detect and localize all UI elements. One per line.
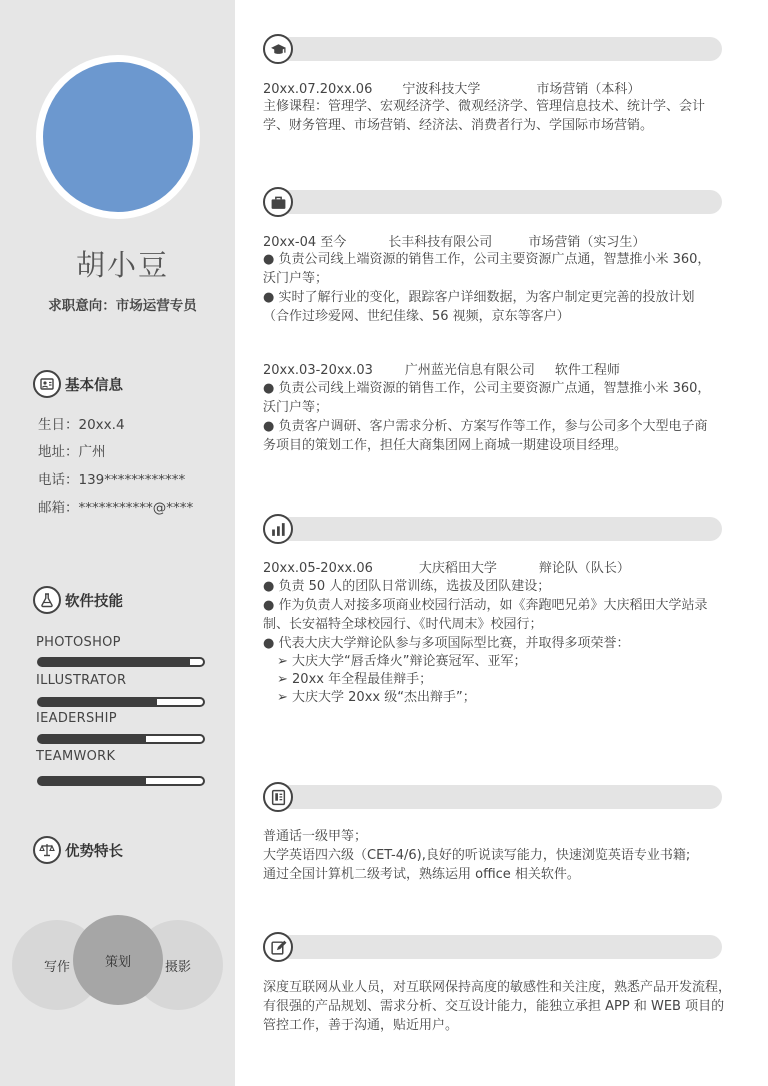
certificates-section-bar	[263, 785, 722, 809]
skills-heading	[33, 586, 123, 614]
job-role: 软件工程师	[554, 363, 620, 378]
certificate-line: 大学英语四六级（CET-4/6),良好的听说读写能力，快速浏览英语专业书籍;	[263, 848, 691, 863]
strengths-heading	[33, 836, 123, 864]
job-detail: （合作过珍爱网、世纪佳缘、56 视频，京东等客户）	[263, 309, 570, 324]
skill-bar	[37, 697, 205, 707]
education-period: 20xx.07.20xx.06	[263, 82, 373, 97]
self-evaluation-line: 管控工作，善于沟通，贴近用户。	[263, 1018, 459, 1033]
basic-info-title: 基本信息	[65, 377, 123, 394]
skills-title: 软件技能	[65, 593, 123, 610]
honor-item: ➢ 大庆大学 20xx 级“杰出辩手”；	[277, 690, 476, 705]
education-major: 市场营销（本科）	[536, 82, 641, 97]
avatar	[36, 55, 200, 219]
job-detail: 务项目的策划工作，担任大商集团网上商城一期建设项目经理。	[263, 438, 628, 453]
strength-bubble: 写作	[12, 920, 102, 1010]
education-courses: 主修课程：管理学、宏观经济学、微观经济学、管理信息技术、统计学、会计	[263, 99, 706, 114]
skill-label: PHOTOSHOP	[36, 635, 121, 650]
job-detail: ● 负责客户调研、客户需求分析、方案写作等工作，参与公司多个大型电子商	[263, 419, 708, 434]
job-detail: ● 负责公司线上端资源的销售工作，公司主要资源广点通，智慧推小米 360，	[263, 381, 711, 396]
phone-info: 电话：139************	[38, 472, 186, 488]
bar-chart-icon	[263, 514, 293, 544]
job-company: 长丰科技有限公司	[388, 235, 493, 250]
campus-detail: ● 作为负责人对接多项商业校园行活动，如《奔跑吧兄弟》大庆稻田大学站录	[263, 598, 708, 613]
skill-bar	[37, 657, 205, 667]
birth-info: 生日：20xx.4	[38, 417, 125, 433]
job-detail: ● 负责公司线上端资源的销售工作，公司主要资源广点通，智慧推小米 360，	[263, 252, 711, 267]
graduation-cap-icon	[263, 34, 293, 64]
email-info: 邮箱：***********@****	[38, 500, 194, 516]
job-summary	[263, 361, 620, 380]
certificate-line: 通过全国计算机二级考试，熟练运用 office 相关软件。	[263, 867, 580, 882]
sidebar	[0, 0, 235, 1086]
education-school: 宁波科技大学	[402, 82, 481, 97]
skill-bar	[37, 734, 205, 744]
briefcase-icon	[263, 187, 293, 217]
skill-label: TEAMWORK	[36, 749, 116, 764]
id-card-icon	[33, 370, 61, 398]
campus-school: 大庆稻田大学	[418, 561, 497, 576]
job-detail: 沃门户等；	[263, 271, 329, 286]
job-detail: ● 实时了解行业的变化，跟踪客户详细数据，为客户制定更完善的投放计划	[263, 290, 695, 305]
strength-bubble: 摄影	[133, 920, 223, 1010]
skill-label: ILLUSTRATOR	[36, 673, 127, 688]
campus-period: 20xx.05-20xx.06	[263, 561, 373, 576]
self-evaluation-line: 有很强的产品规划、需求分析、交互设计能力，能独立承担 APP 和 WEB 项目的	[263, 999, 725, 1014]
skill-bar	[37, 776, 205, 786]
strength-bubble-main: 策划	[73, 915, 163, 1005]
job-period: 20xx.03-20xx.03	[263, 363, 373, 378]
education-section-bar	[263, 37, 722, 61]
candidate-name: 胡小豆	[75, 248, 169, 282]
honor-item: ➢ 大庆大学“唇舌烽火”辩论赛冠军、亚军；	[277, 654, 527, 669]
education-courses: 学、财务管理、市场营销、经济法、消费者行为、学国际市场营销。	[263, 118, 654, 133]
honor-item: ➢ 20xx 年全程最佳辩手；	[277, 672, 433, 687]
self-evaluation-section-bar	[263, 935, 722, 959]
basic-info-heading	[33, 370, 123, 398]
skill-label: IEADERSHIP	[36, 711, 117, 726]
certificate-line: 普通话一级甲等；	[263, 829, 368, 844]
job-company: 广州蓝光信息有限公司	[404, 363, 535, 378]
edit-icon	[263, 932, 293, 962]
self-evaluation-line: 深度互联网从业人员，对互联网保持高度的敏感性和关注度，熟悉产品开发流程，	[263, 980, 732, 995]
campus-role: 辩论队（队长）	[538, 561, 630, 576]
job-period: 20xx-04 至今	[263, 235, 347, 250]
job-objective: 求职意向：市场运营专员	[48, 298, 197, 314]
campus-detail: ● 代表大庆大学辩论队参与多项国际型比赛，并取得多项荣誉：	[263, 636, 630, 651]
certificate-icon	[263, 782, 293, 812]
job-detail: 沃门户等；	[263, 400, 329, 415]
balance-scale-icon	[33, 836, 61, 864]
campus-detail: 制、长安福特全球校园行、《时代周末》校园行；	[263, 617, 543, 632]
work-section-bar	[263, 190, 722, 214]
campus-summary	[263, 559, 630, 578]
job-role: 市场营销（实习生）	[528, 235, 646, 250]
campus-detail: ● 负责 50 人的团队日常训练，选拔及团队建设；	[263, 579, 551, 594]
flask-icon	[33, 586, 61, 614]
address-info: 地址：广州	[38, 444, 106, 460]
strengths-title: 优势特长	[65, 843, 123, 860]
avatar-photo-placeholder	[43, 62, 193, 212]
campus-section-bar	[263, 517, 722, 541]
